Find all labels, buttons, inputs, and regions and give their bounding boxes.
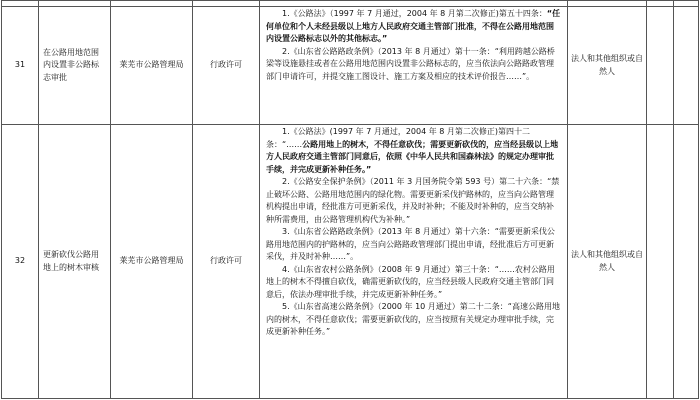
basis-text: 2.《公路安全保护条例》（2011 年 3 月国务院令第 593 号）第二十六条：“禁止破坏公路、公路用地范围内的绿化物。需要更新采伐护路林的，应当向公路管理机构提出申请，经批准方可更新采伐，并及时补种；不能及时补种的，应当交纳补种所需费用，由公路管理机构代为补种。” [266,177,560,224]
power-type: 行政许可 [193,125,260,399]
basis-text: 5.《山东省高速公路条例》（2000 年 10 月通过）第二十二条：“高速公路用地内的树木，不得任意砍伐；需要更新砍伐的，应当按照有关规定办理审批手续，完成更新补种任务。” [266,302,560,336]
applicable-target: 法人和其他组织或自然人 [568,7,647,125]
basis-text-bold: 公路用地上的树木，不得任意砍伐；需要更新砍伐的，应当经县级以上地方人民政府交通主管部门同意后，依照《中华人民共和国森林法》的规定办理审批手续，并完成更新补种任务。” [266,139,559,174]
table-row [2,7,699,125]
empty-cell [647,7,674,125]
department: 莱芜市公路管理局 [111,125,193,399]
basis-text: 3.《山东省公路路政条例》（2013 年 8 月通过）第十六条：“需要更新采伐公路用地范围内的护路林的，应当向公路路政管理部门提出申请，经批准后方可更新采伐，并及时补种……”。 [266,227,555,261]
legal-basis [260,7,568,125]
empty-cell [674,125,699,399]
power-type: 行政许可 [193,7,260,125]
empty-cell [647,125,674,399]
basis-text: 4.《山东省农村公路条例》（2008 年 9 月通过）第三十条：“……农村公路用地上的树木不得擅自砍伐，确需更新砍伐的，应当经县级人民政府交通主管部门同意后，依法办理审批手续，并完成更新补种任务。” [266,264,555,299]
applicable-target: 法人和其他组织或自然人 [568,125,647,399]
power-list-table [1,0,699,399]
department: 莱芜市公路管理局 [111,7,193,125]
table-row [2,125,699,399]
item-name: 更新砍伐公路用地上的树木审核 [39,125,111,399]
basis-text: 1.《公路法》（1997 年 7 月通过，2004 年 8 月第二次修正)第五十四条： [282,9,547,18]
row-number: 31 [2,7,39,125]
empty-cell [674,7,699,125]
basis-text-bold: “任何单位和个人未经县级以上地方人民政府交通主管部门批准，不得在公路用地范围内设置公路标志以外的其他标志。” [266,9,561,43]
basis-text: 1.《公路法》(1997 年 7 月通过，2004 年 8 月第二次修正)第四十二条：“…… [266,127,531,149]
row-number: 32 [2,125,39,399]
item-name: 在公路用地范围内设置非公路标志审批 [39,7,111,125]
legal-basis [260,125,568,399]
basis-text: 2.《山东省公路路政条例》（2013 年 8 月通过）第十一条：“利用跨越公路桥梁等设施悬挂或者在公路用地范围内设置非公路标志的，应当依法向公路路政管理部门申请许可，并提交施工图设计、施工方案及相应的技术评价报告……”。 [266,46,555,81]
